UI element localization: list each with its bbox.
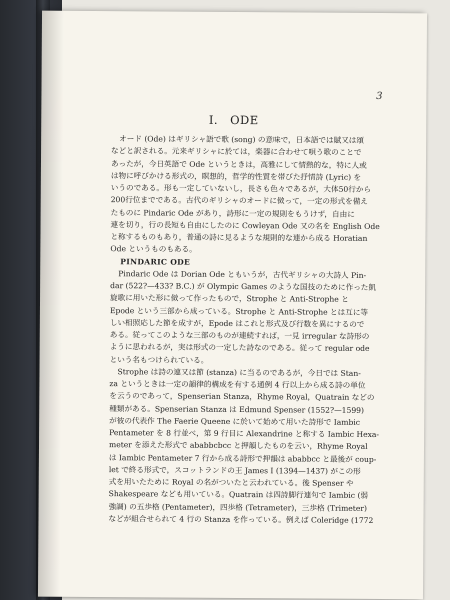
text-line: しい相照応した節を成すが，Epode はこれと形式及び行数を異にするので — [109, 317, 365, 329]
text-line: などと訳される。元来ギリシャに於ては，楽器に合わせて唄う歌のことで — [111, 146, 362, 158]
text-line: Strophe は詩の連又は節 (stanza) に当るのであるが，今日では Stan- — [117, 366, 361, 378]
text-line: dar (522?—433? B.C.) が Olympic Games のような国技のために作った凱 — [110, 281, 377, 293]
text-line: と称するものもあり，普通の詩に見るような規則的な連から成る Horatian — [110, 232, 368, 243]
text-line: Shakespeare なども用いている。Quatrain は四詩脚行連句で Iambic (弱 — [108, 489, 369, 501]
text-line: Ode というものもある。 — [110, 244, 197, 254]
text-line: Pentameter を 8 行並べ，第 9 行目に Alexandrine と称する Iambic Hexa- — [109, 428, 380, 440]
text-line: ように思われるが，実は形式の一定した詩なのである。従って regular ode — [109, 342, 370, 354]
text-line: za というときは一定の韻律的構成を有する通例 4 行以上から成る詩の単位 — [109, 379, 366, 390]
text-line: 式を用いたために Royal の名がついたと云われている。後 Spenser や — [108, 477, 354, 488]
text-line: いうのである。形も一定していないし，長さも色々であるが，大体50行から — [110, 183, 372, 194]
text-line: は Iambic Pentameter 7 行から成る詩形で押韻は ababbcc と最後が coup- — [108, 452, 377, 464]
text-line: たものに Pindaric Ode があり，詩形に一定の規則をもうけず，自由に — [110, 207, 355, 219]
text-line: あったが，今日英語で Ode というときは，高雅にして情熱的な，特に人或 — [110, 158, 367, 170]
text-line: Pindaric Ode は Dorian Ode ともいうが，古代ギリシャの大詩人 Pin- — [118, 268, 367, 280]
text-line: が彼の代表作 The Faerie Queene に於いて始めて用いた詩形で Iambic — [109, 415, 361, 427]
text-line: ある。従ってこのような三部のものが連続すれば，一見 irregular な詩形の — [109, 330, 370, 341]
text-line: などが組合せられて 4 行の Stanza を作っている。例えば Coleridge (1772 — [108, 513, 374, 525]
book-page — [38, 11, 427, 600]
section-heading: PINDARIC ODE — [120, 256, 191, 267]
chapter-title: Ⅰ. ODE — [208, 112, 259, 128]
text-line: オード (Ode) はギリシャ語で歌 (song) の意味で，日本語では賦又は頌 — [119, 134, 365, 145]
text-line: 強調) の五歩格 (Pentameter)，四歩格 (Tetrameter)，三歩格 (Trimeter) — [108, 501, 367, 513]
text-line: let で終る形式で，スコットランドの王 James I (1394—1437) がこの形 — [108, 464, 361, 476]
text-line: という名もつけられている。 — [109, 354, 209, 365]
text-line: 連を切り，行の長短も自由にしたのに Cowleyan Ode 又の名を English Ode — [110, 219, 380, 231]
page-number: 3 — [376, 90, 383, 103]
text-line: Epode という三部から成っている。Strophe と Anti-Strophe とは互に等 — [109, 305, 369, 317]
text-line: meter を添えた形式で ababbcbcc と押韻したものを云い，Rhyme Royal — [108, 440, 368, 452]
text-line: 200行位までである。古代のギリシャのオードに傚って，一定の形式を備え — [110, 195, 368, 207]
text-line: 旋歌に用いた形に傚って作ったもので，Strophe と Anti-Strophe と — [110, 293, 349, 305]
text-line: は物に呼びかける形式の，瞑想的，哲学的性質を帯びた抒情詩 (Lyric) を — [110, 170, 362, 182]
body-text — [108, 133, 421, 527]
gutter-shadow — [38, 11, 64, 597]
text-line: 種類がある。Spenserian Stanza は Edmund Spenser (1552?—1599) — [109, 403, 365, 415]
text-line: を云うのであって，Spenserian Stanza，Rhyme Royal，Quatrain などの — [109, 391, 375, 403]
